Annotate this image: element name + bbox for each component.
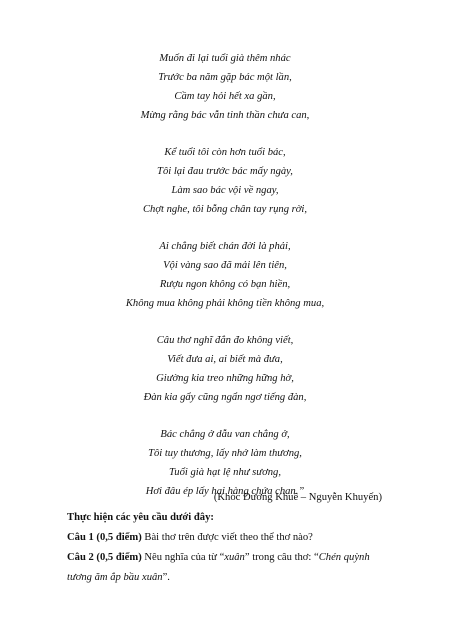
instructions: [67, 508, 387, 588]
poem-stanza-2: [0, 143, 450, 219]
question-1: [67, 528, 387, 548]
question-1-label: Câu 1 (0,5 điểm): [67, 532, 142, 543]
poem-line: Muốn đi lại tuổi già thêm nhác: [159, 53, 291, 64]
poem-line: Kể tuổi tôi còn hơn tuổi bác,: [164, 147, 286, 158]
poem-line: Bác chẳng ở dẫu van chẳng ở,: [160, 429, 290, 440]
question-2-text-c: ”.: [162, 572, 170, 583]
poem-line: Vội vàng sao đã mải lên tiên,: [163, 260, 287, 271]
question-2-label: Câu 2 (0,5 điểm): [67, 552, 142, 563]
poem-line: Tuổi già hạt lệ như sương,: [169, 467, 281, 478]
poem-stanza-3: [0, 237, 450, 313]
poem-line: Không mua không phải không tiền không mua,: [125, 298, 325, 309]
poem-stanza-1: [0, 49, 450, 125]
question-2-text-b: ” trong câu thơ: “: [244, 552, 319, 563]
instructions-heading: Thực hiện các yêu cầu dưới đây:: [67, 512, 214, 523]
poem-line: Giường kia treo những hững hờ,: [156, 373, 294, 384]
question-2-word: xuân: [224, 552, 245, 563]
poem-line: Tôi lại đau trước bác mấy ngày,: [157, 166, 293, 177]
poem-line: Trước ba năm gặp bác một lần,: [158, 72, 292, 83]
poem-line: Rượu ngon không có bạn hiền,: [159, 279, 291, 290]
poem-source: (Khóc Dương Khuê – Nguyễn Khuyến): [213, 492, 382, 503]
poem: [0, 49, 450, 501]
question-1-text: Bài thơ trên được viết theo thể thơ nào?: [141, 532, 313, 543]
poem-line: Chợt nghe, tôi bỗng chân tay rụng rời,: [142, 204, 308, 215]
poem-line: Viết đưa ai, ai biết mà đưa,: [167, 354, 283, 365]
poem-line: Hơi đâu ép lấy hai hàng chứa chan.”: [145, 486, 305, 497]
question-2-text-a: Nêu nghĩa của từ “: [141, 552, 225, 563]
poem-line: Cầm tay hỏi hết xa gần,: [174, 91, 276, 102]
poem-line: Đàn kia gẩy cũng ngẩn ngơ tiếng đàn,: [143, 392, 307, 403]
poem-line: Câu thơ nghĩ đắn đo không viết,: [156, 335, 294, 346]
poem-line: Tôi tuy thương, lấy nhớ làm thương,: [148, 448, 302, 459]
poem-line: Mừng rằng bác vẫn tinh thần chưa can,: [140, 110, 310, 121]
poem-line: Làm sao bác vội về ngay,: [171, 185, 279, 196]
poem-stanza-4: [0, 331, 450, 407]
question-2: [67, 548, 387, 588]
question-2-quote: Chén quỳnh tương ăm ắp bầu xuân: [67, 552, 370, 583]
poem-line: Ai chẳng biết chán đời là phải,: [159, 241, 291, 252]
